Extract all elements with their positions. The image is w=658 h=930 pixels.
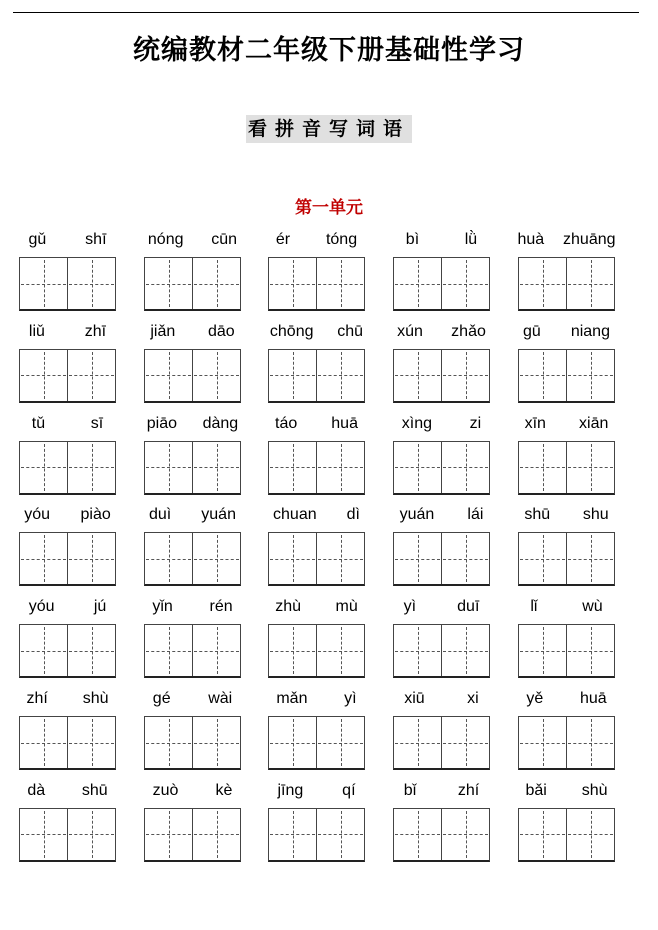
writing-box[interactable] bbox=[19, 532, 116, 586]
pinyin-label bbox=[383, 323, 500, 345]
writing-box[interactable] bbox=[518, 349, 615, 403]
tianzige-square[interactable] bbox=[519, 717, 566, 768]
word-item bbox=[268, 782, 365, 862]
pinyin-syllable: xiū bbox=[404, 690, 425, 707]
pinyin-syllable: xún bbox=[397, 322, 423, 340]
pinyin-syllable: lái bbox=[467, 506, 484, 524]
tianzige-square[interactable] bbox=[566, 809, 614, 860]
tianzige-square[interactable] bbox=[441, 809, 489, 860]
pinyin-label bbox=[134, 598, 251, 620]
pinyin-syllable: wài bbox=[208, 690, 233, 707]
writing-box[interactable] bbox=[19, 808, 116, 862]
tianzige-square[interactable] bbox=[441, 717, 489, 768]
writing-box[interactable] bbox=[393, 532, 490, 586]
writing-box[interactable] bbox=[393, 349, 490, 403]
header-rule bbox=[13, 12, 639, 13]
word-item bbox=[144, 598, 241, 678]
tianzige-square[interactable] bbox=[145, 533, 192, 584]
word-item bbox=[518, 231, 615, 311]
tianzige-square[interactable] bbox=[519, 809, 566, 860]
pinyin-syllable: tóng bbox=[325, 231, 358, 248]
pinyin-syllable: yóu bbox=[28, 598, 55, 616]
word-item bbox=[19, 598, 116, 678]
pinyin-syllable: dāo bbox=[207, 322, 235, 340]
pinyin-label bbox=[258, 323, 375, 345]
word-item bbox=[144, 231, 241, 311]
tianzige-square[interactable] bbox=[316, 809, 364, 860]
tianzige-square[interactable] bbox=[67, 533, 115, 584]
pinyin-syllable: dì bbox=[346, 506, 360, 524]
pinyin-label bbox=[134, 690, 251, 712]
pinyin-label bbox=[9, 506, 126, 528]
pinyin-label bbox=[258, 598, 375, 620]
word-item bbox=[518, 415, 615, 495]
writing-box[interactable] bbox=[518, 257, 615, 311]
word-item bbox=[19, 323, 116, 403]
pinyin-syllable: xìng bbox=[401, 414, 433, 432]
tianzige-square[interactable] bbox=[394, 442, 441, 493]
word-item bbox=[518, 506, 615, 586]
word-item bbox=[393, 506, 490, 586]
tianzige-square[interactable] bbox=[192, 258, 240, 309]
writing-box[interactable] bbox=[19, 624, 116, 678]
pinyin-syllable: yuán bbox=[399, 506, 435, 524]
pinyin-syllable: bǐ bbox=[403, 781, 417, 799]
writing-box[interactable] bbox=[393, 441, 490, 495]
pinyin-syllable: chuan bbox=[273, 506, 317, 524]
word-item bbox=[393, 598, 490, 678]
tianzige-square[interactable] bbox=[441, 533, 489, 584]
pinyin-syllable: rén bbox=[209, 598, 233, 616]
unit-heading: 第一单元 bbox=[295, 198, 363, 218]
writing-box[interactable] bbox=[518, 624, 615, 678]
tianzige-square[interactable] bbox=[67, 350, 115, 401]
tianzige-square[interactable] bbox=[269, 625, 316, 676]
pinyin-label bbox=[9, 782, 126, 804]
word-item bbox=[19, 782, 116, 862]
writing-box[interactable] bbox=[268, 441, 365, 495]
writing-box[interactable] bbox=[19, 349, 116, 403]
tianzige-square[interactable] bbox=[394, 809, 441, 860]
tianzige-square[interactable] bbox=[316, 258, 364, 309]
tianzige-square[interactable] bbox=[441, 350, 489, 401]
tianzige-square[interactable] bbox=[394, 258, 441, 309]
pinyin-syllable: nóng bbox=[147, 231, 184, 248]
pinyin-syllable: gé bbox=[152, 690, 171, 707]
tianzige-square[interactable] bbox=[67, 442, 115, 493]
pinyin-syllable: xiān bbox=[579, 414, 609, 432]
pinyin-syllable: chū bbox=[337, 322, 364, 340]
pinyin-syllable: gǔ bbox=[28, 231, 47, 248]
pinyin-label bbox=[508, 506, 625, 528]
tianzige-square[interactable] bbox=[20, 442, 67, 493]
pinyin-syllable: duì bbox=[149, 506, 172, 524]
pinyin-syllable: bì bbox=[405, 231, 420, 248]
tianzige-square[interactable] bbox=[394, 625, 441, 676]
word-item bbox=[518, 782, 615, 862]
tianzige-square[interactable] bbox=[269, 717, 316, 768]
pinyin-syllable: mù bbox=[335, 598, 358, 616]
pinyin-label bbox=[508, 415, 625, 437]
tianzige-square[interactable] bbox=[316, 442, 364, 493]
writing-box[interactable] bbox=[144, 808, 241, 862]
tianzige-square[interactable] bbox=[192, 625, 240, 676]
pinyin-label bbox=[383, 415, 500, 437]
word-item bbox=[268, 598, 365, 678]
word-item bbox=[144, 415, 241, 495]
tianzige-square[interactable] bbox=[192, 442, 240, 493]
pinyin-syllable: dàng bbox=[202, 414, 239, 432]
tianzige-square[interactable] bbox=[269, 533, 316, 584]
writing-box[interactable] bbox=[393, 716, 490, 770]
tianzige-square[interactable] bbox=[192, 809, 240, 860]
tianzige-square[interactable] bbox=[519, 533, 566, 584]
tianzige-square[interactable] bbox=[316, 717, 364, 768]
pinyin-label bbox=[134, 782, 251, 804]
writing-box[interactable] bbox=[518, 716, 615, 770]
tianzige-square[interactable] bbox=[316, 350, 364, 401]
writing-box[interactable] bbox=[393, 624, 490, 678]
writing-box[interactable] bbox=[268, 716, 365, 770]
pinyin-label bbox=[383, 690, 500, 712]
pinyin-label bbox=[9, 598, 126, 620]
writing-box[interactable] bbox=[144, 532, 241, 586]
writing-box[interactable] bbox=[268, 257, 365, 311]
writing-box[interactable] bbox=[268, 624, 365, 678]
tianzige-square[interactable] bbox=[441, 625, 489, 676]
pinyin-syllable: piào bbox=[80, 506, 111, 524]
tianzige-square[interactable] bbox=[145, 350, 192, 401]
tianzige-square[interactable] bbox=[67, 809, 115, 860]
pinyin-syllable: jiǎn bbox=[150, 322, 176, 340]
word-item bbox=[144, 323, 241, 403]
pinyin-syllable: huā bbox=[331, 414, 358, 432]
tianzige-square[interactable] bbox=[519, 350, 566, 401]
pinyin-label bbox=[258, 415, 375, 437]
word-item bbox=[393, 415, 490, 495]
pinyin-label bbox=[508, 598, 625, 620]
word-item bbox=[268, 231, 365, 311]
word-item bbox=[19, 231, 116, 311]
tianzige-square[interactable] bbox=[566, 350, 614, 401]
tianzige-square[interactable] bbox=[145, 258, 192, 309]
pinyin-syllable: zhí bbox=[26, 690, 48, 707]
pinyin-label bbox=[134, 323, 251, 345]
writing-box[interactable] bbox=[518, 532, 615, 586]
writing-box[interactable] bbox=[518, 441, 615, 495]
pinyin-label bbox=[508, 782, 625, 804]
pinyin-syllable: niang bbox=[570, 322, 610, 340]
pinyin-syllable: kè bbox=[215, 781, 233, 799]
pinyin-syllable: bǎi bbox=[525, 781, 547, 799]
word-item bbox=[144, 782, 241, 862]
writing-box[interactable] bbox=[268, 532, 365, 586]
tianzige-square[interactable] bbox=[269, 258, 316, 309]
tianzige-square[interactable] bbox=[20, 533, 67, 584]
pinyin-label bbox=[9, 231, 126, 253]
tianzige-square[interactable] bbox=[67, 258, 115, 309]
pinyin-label bbox=[134, 231, 251, 253]
pinyin-label bbox=[508, 690, 625, 712]
tianzige-square[interactable] bbox=[192, 533, 240, 584]
writing-box[interactable] bbox=[144, 441, 241, 495]
writing-box[interactable] bbox=[518, 808, 615, 862]
tianzige-square[interactable] bbox=[566, 625, 614, 676]
tianzige-square[interactable] bbox=[20, 625, 67, 676]
tianzige-square[interactable] bbox=[566, 533, 614, 584]
pinyin-syllable: piāo bbox=[146, 414, 178, 432]
pinyin-syllable: táo bbox=[275, 414, 298, 432]
pinyin-syllable: shù bbox=[82, 690, 109, 707]
pinyin-syllable: sī bbox=[90, 414, 104, 432]
pinyin-syllable: shù bbox=[581, 781, 608, 799]
pinyin-label bbox=[383, 231, 500, 253]
pinyin-syllable: jú bbox=[93, 598, 107, 616]
word-item bbox=[144, 506, 241, 586]
pinyin-syllable: zhī bbox=[84, 322, 107, 340]
pinyin-syllable: zi bbox=[469, 414, 482, 432]
pinyin-syllable: chōng bbox=[269, 322, 314, 340]
word-item bbox=[518, 690, 615, 770]
pinyin-syllable: duī bbox=[457, 598, 480, 616]
writing-box[interactable] bbox=[268, 349, 365, 403]
word-item bbox=[268, 690, 365, 770]
pinyin-label bbox=[508, 231, 625, 253]
writing-box[interactable] bbox=[19, 716, 116, 770]
pinyin-label bbox=[258, 506, 375, 528]
pinyin-syllable: yóu bbox=[24, 506, 51, 524]
tianzige-square[interactable] bbox=[394, 717, 441, 768]
writing-box[interactable] bbox=[19, 257, 116, 311]
word-item bbox=[19, 690, 116, 770]
tianzige-square[interactable] bbox=[145, 717, 192, 768]
tianzige-square[interactable] bbox=[316, 533, 364, 584]
pinyin-syllable: qí bbox=[342, 781, 356, 799]
word-item bbox=[268, 323, 365, 403]
word-item bbox=[518, 323, 615, 403]
word-item bbox=[19, 415, 116, 495]
pinyin-syllable: yuán bbox=[201, 506, 236, 524]
pinyin-label bbox=[9, 323, 126, 345]
pinyin-label bbox=[134, 506, 251, 528]
pinyin-syllable: gū bbox=[523, 322, 541, 340]
pinyin-syllable: shu bbox=[582, 506, 609, 524]
pinyin-syllable: xīn bbox=[524, 414, 546, 432]
writing-box[interactable] bbox=[393, 257, 490, 311]
pinyin-syllable: shū bbox=[524, 506, 551, 524]
pinyin-syllable: jīng bbox=[277, 781, 304, 799]
pinyin-syllable: zhǎo bbox=[451, 322, 486, 340]
word-item bbox=[393, 323, 490, 403]
tianzige-square[interactable] bbox=[269, 809, 316, 860]
pinyin-label bbox=[383, 782, 500, 804]
tianzige-square[interactable] bbox=[20, 258, 67, 309]
section-subtitle: 看拼音写词语 bbox=[246, 115, 412, 143]
word-item bbox=[19, 506, 116, 586]
tianzige-square[interactable] bbox=[566, 442, 614, 493]
tianzige-square[interactable] bbox=[145, 625, 192, 676]
pinyin-syllable: lǜ bbox=[464, 231, 478, 248]
word-item bbox=[144, 690, 241, 770]
pinyin-syllable: yì bbox=[344, 690, 357, 707]
writing-box[interactable] bbox=[144, 257, 241, 311]
pinyin-syllable: zhuāng bbox=[563, 231, 616, 248]
pinyin-syllable: yǐn bbox=[152, 598, 173, 616]
tianzige-square[interactable] bbox=[566, 717, 614, 768]
tianzige-square[interactable] bbox=[20, 717, 67, 768]
writing-box[interactable] bbox=[144, 349, 241, 403]
tianzige-square[interactable] bbox=[145, 809, 192, 860]
tianzige-square[interactable] bbox=[441, 442, 489, 493]
word-item bbox=[393, 690, 490, 770]
pinyin-syllable: xi bbox=[467, 690, 479, 707]
word-item bbox=[268, 506, 365, 586]
pinyin-syllable: yì bbox=[403, 598, 417, 616]
tianzige-square[interactable] bbox=[394, 350, 441, 401]
tianzige-square[interactable] bbox=[394, 533, 441, 584]
tianzige-square[interactable] bbox=[519, 258, 566, 309]
pinyin-syllable: ér bbox=[275, 231, 291, 248]
word-item bbox=[393, 231, 490, 311]
writing-box[interactable] bbox=[19, 441, 116, 495]
pinyin-syllable: mǎn bbox=[276, 690, 308, 707]
pinyin-syllable: tǔ bbox=[31, 414, 46, 432]
pinyin-syllable: zhí bbox=[457, 781, 480, 799]
pinyin-label bbox=[508, 323, 625, 345]
writing-box[interactable] bbox=[144, 716, 241, 770]
pinyin-label bbox=[9, 415, 126, 437]
page-title: 统编教材二年级下册基础性学习 bbox=[133, 35, 525, 66]
pinyin-syllable: shī bbox=[85, 231, 107, 248]
tianzige-square[interactable] bbox=[269, 442, 316, 493]
tianzige-square[interactable] bbox=[269, 350, 316, 401]
word-item bbox=[518, 598, 615, 678]
writing-box[interactable] bbox=[393, 808, 490, 862]
writing-box[interactable] bbox=[144, 624, 241, 678]
tianzige-square[interactable] bbox=[20, 809, 67, 860]
pinyin-syllable: shū bbox=[81, 781, 108, 799]
pinyin-label bbox=[134, 415, 251, 437]
tianzige-square[interactable] bbox=[192, 717, 240, 768]
tianzige-square[interactable] bbox=[441, 258, 489, 309]
pinyin-syllable: dà bbox=[27, 781, 46, 799]
pinyin-syllable: yě bbox=[526, 690, 544, 707]
pinyin-label bbox=[258, 782, 375, 804]
word-item bbox=[393, 782, 490, 862]
pinyin-label bbox=[258, 231, 375, 253]
word-item bbox=[268, 415, 365, 495]
tianzige-square[interactable] bbox=[566, 258, 614, 309]
tianzige-square[interactable] bbox=[145, 442, 192, 493]
pinyin-syllable: zuò bbox=[152, 781, 179, 799]
tianzige-square[interactable] bbox=[67, 717, 115, 768]
pinyin-syllable: cūn bbox=[211, 231, 238, 248]
pinyin-syllable: wù bbox=[582, 598, 603, 616]
pinyin-syllable: huā bbox=[579, 690, 607, 707]
tianzige-square[interactable] bbox=[519, 625, 566, 676]
tianzige-square[interactable] bbox=[20, 350, 67, 401]
pinyin-label bbox=[258, 690, 375, 712]
pinyin-syllable: lǐ bbox=[530, 598, 538, 616]
writing-box[interactable] bbox=[268, 808, 365, 862]
pinyin-syllable: liǔ bbox=[28, 322, 45, 340]
tianzige-square[interactable] bbox=[67, 625, 115, 676]
pinyin-syllable: zhù bbox=[275, 598, 302, 616]
tianzige-square[interactable] bbox=[192, 350, 240, 401]
pinyin-syllable: huà bbox=[517, 231, 545, 248]
pinyin-label bbox=[383, 506, 500, 528]
pinyin-label bbox=[383, 598, 500, 620]
pinyin-label bbox=[9, 690, 126, 712]
tianzige-square[interactable] bbox=[316, 625, 364, 676]
tianzige-square[interactable] bbox=[519, 442, 566, 493]
